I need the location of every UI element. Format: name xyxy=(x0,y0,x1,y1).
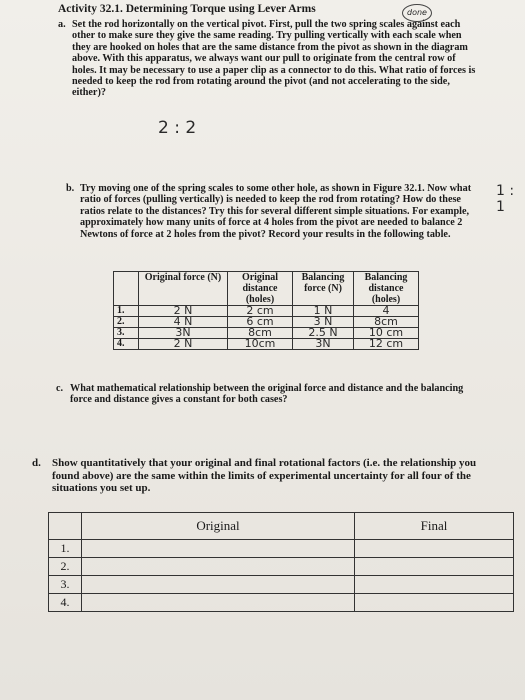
balancing-distance-cell: 12 cm xyxy=(354,339,419,350)
balancing-force-cell: 2.5 N xyxy=(293,328,354,339)
balancing-distance-cell: 10 cm xyxy=(354,328,419,339)
original-force-cell: 2 N xyxy=(139,339,228,350)
header-balancing-force: Balancing force (N) xyxy=(293,272,354,306)
original-force-cell: 4 N xyxy=(139,317,228,328)
balancing-force-cell: 3 N xyxy=(293,317,354,328)
row-number: 1. xyxy=(114,306,139,317)
row-number: 2. xyxy=(114,317,139,328)
header-original: Original xyxy=(82,513,355,540)
table-row xyxy=(49,558,514,576)
original-cell[interactable] xyxy=(82,540,355,558)
answer-a: 2 : 2 xyxy=(158,118,197,138)
row-number: 2. xyxy=(49,558,82,576)
row-number: 3. xyxy=(114,328,139,339)
question-c-label: c. xyxy=(56,383,64,394)
header-balancing-distance: Balancing distance (holes) xyxy=(354,272,419,306)
header-index xyxy=(49,513,82,540)
original-force-cell: 2 N xyxy=(139,306,228,317)
header-index xyxy=(114,272,139,306)
question-d-text: Show quantitatively that your original and final rotational factors (i.e. the relationship you found above) are the same within the limits of experimental uncertainty for all four of the situations you set up. xyxy=(52,457,477,494)
rotational-table-header xyxy=(49,513,514,540)
row-number: 4. xyxy=(49,594,82,612)
header-original-force: Original force (N) xyxy=(139,272,228,306)
question-a-text: Set the rod horizontally on the vertical pivot. First, pull the two spring scales against each other to make sure they give the same reading. Try pulling vertically with each scale when they are hooked on holes that are the same distance from the pivot as shown in the diagram above. With this apparatus, we always want our pull to originate from the central row of holes. It may be necessary to use a paper clip as a connector to do this. What ratio of forces is needed to keep the rod from rotating around the pivot (and not accelerating to the side, either)? xyxy=(72,19,476,99)
done-stamp: done xyxy=(402,4,432,22)
header-final: Final xyxy=(355,513,514,540)
question-b xyxy=(66,183,480,240)
final-cell[interactable] xyxy=(355,594,514,612)
header-original-distance: Original distance (holes) xyxy=(228,272,293,306)
question-b-text: Try moving one of the spring scales to some other hole, as shown in Figure 32.1. Now what ratio of forces (pulling vertically) is needed to keep the rod from rotating? How do these ratios relate to the distances? Try this for several different simple situations. For example, approximately how many units of force at 4 holes from the pivot are needed to balance 2 Newtons of force at 2 holes from the pivot? Record your results in the following table. xyxy=(80,183,472,240)
results-table-header xyxy=(114,272,419,306)
balancing-distance-cell: 4 xyxy=(354,306,419,317)
original-cell[interactable] xyxy=(82,558,355,576)
activity-title: Activity 32.1. Determining Torque using Lever Arms xyxy=(58,3,316,15)
question-d-label: d. xyxy=(32,457,41,469)
final-cell[interactable] xyxy=(355,540,514,558)
table-row xyxy=(49,576,514,594)
row-number: 3. xyxy=(49,576,82,594)
answer-b-ratio: 1 : 1 xyxy=(496,183,515,215)
original-distance-cell: 6 cm xyxy=(228,317,293,328)
balancing-distance-cell: 8cm xyxy=(354,317,419,328)
question-a-label: a. xyxy=(58,19,66,30)
table-row xyxy=(114,339,419,350)
table-row xyxy=(49,594,514,612)
question-b-label: b. xyxy=(66,183,75,194)
original-distance-cell: 2 cm xyxy=(228,306,293,317)
question-c xyxy=(56,383,470,406)
original-distance-cell: 10cm xyxy=(228,339,293,350)
question-d xyxy=(32,457,492,495)
row-number: 4. xyxy=(114,339,139,350)
balancing-force-cell: 3N xyxy=(293,339,354,350)
results-table xyxy=(113,271,419,350)
original-cell[interactable] xyxy=(82,594,355,612)
rotational-factors-table xyxy=(48,512,514,612)
question-c-text: What mathematical relationship between the original force and distance and the balancing force and distance gives a constant for both cases? xyxy=(70,383,464,406)
table-row xyxy=(49,540,514,558)
question-a xyxy=(58,19,477,99)
row-number: 1. xyxy=(49,540,82,558)
original-force-cell: 3N xyxy=(139,328,228,339)
final-cell[interactable] xyxy=(355,558,514,576)
original-distance-cell: 8cm xyxy=(228,328,293,339)
final-cell[interactable] xyxy=(355,576,514,594)
original-cell[interactable] xyxy=(82,576,355,594)
balancing-force-cell: 1 N xyxy=(293,306,354,317)
